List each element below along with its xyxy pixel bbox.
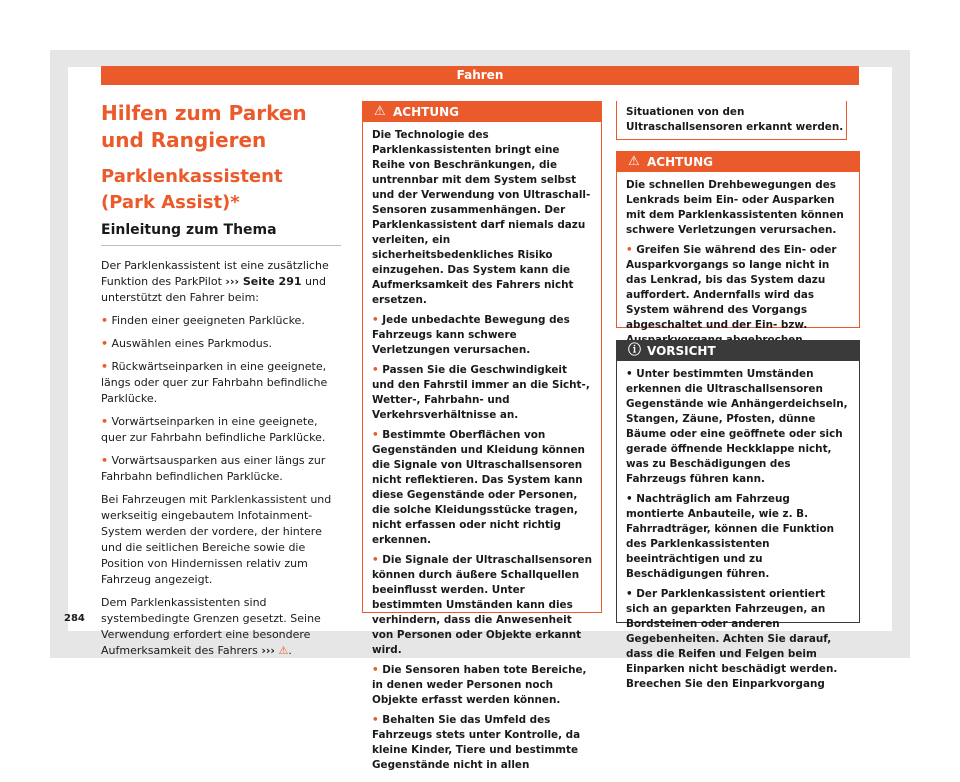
warning-heading: ACHTUNG bbox=[647, 155, 713, 169]
warning-header bbox=[617, 152, 859, 172]
intro-text-a: Der Parklenkassistent ist eine zusätzliche Funktion des ParkPilot bbox=[101, 259, 329, 288]
section-header: Fahren bbox=[101, 66, 859, 85]
bullet-icon: • bbox=[626, 368, 633, 380]
caution-heading: VORSICHT bbox=[647, 344, 716, 358]
list-item-text: Rückwärtseinparken in eine geeignete, längs oder quer zur Fahrbahn befindliche Parklücke. bbox=[101, 360, 328, 405]
list-item-text: Passen Sie die Geschwindigkeit und den Fahrstil immer an die Sicht-, Wetter-, Fahrbahn- und Verkehrsverhältnisse an. bbox=[372, 364, 590, 421]
bullet-icon: • bbox=[101, 415, 109, 428]
list-item bbox=[101, 414, 341, 446]
warning-box-2 bbox=[616, 151, 860, 331]
continuation-text: Situationen von den Ultraschallsensoren erkannt werden. bbox=[626, 106, 844, 133]
page-number: 284 bbox=[64, 613, 85, 624]
list-item bbox=[372, 713, 592, 773]
list-item-text: Der Parklenkassistent orientiert sich an geparkten Fahrzeugen, an Bordsteinen oder anderen Gegebenheiten. Achten Sie darauf, dass die Reifen und Felgen beim Einparken nicht beschädigt werden. Breechen Sie den Einparkvorgang bbox=[626, 588, 838, 690]
section-heading: Einleitung zum Thema bbox=[101, 222, 341, 246]
list-item bbox=[101, 453, 341, 485]
bullet-icon: • bbox=[101, 454, 109, 467]
paragraph-display: Bei Fahrzeugen mit Parklenkassistent und werkseitig eingebautem Infotainment-System werden der vordere, der hintere und die seitlichen Bereiche sowie die Position von Hindernissen relativ zum Fahrzeug angezeigt. bbox=[101, 493, 332, 586]
list-item bbox=[626, 492, 850, 582]
page-reference-link[interactable]: ››› Seite 291 bbox=[225, 275, 302, 288]
bullet-icon: • bbox=[101, 314, 109, 327]
list-item bbox=[372, 663, 592, 708]
bullet-icon: • bbox=[372, 554, 379, 566]
intro-text-b: und unterstützt den Fahrer beim: bbox=[101, 275, 326, 304]
warning-box-1 bbox=[362, 101, 602, 771]
list-item bbox=[372, 363, 592, 423]
warning-intro: Die schnellen Drehbewegungen des Lenkrads beim Ein- oder Ausparken mit dem Parklenkassistenten können schwere Verletzungen verursachen. bbox=[626, 179, 844, 236]
bullet-icon: • bbox=[626, 493, 633, 505]
bullet-icon: • bbox=[372, 364, 379, 376]
list-item-text: Vorwärtsausparken aus einer längs zur Fahrbahn befindlichen Parklücke. bbox=[101, 454, 326, 483]
list-item bbox=[372, 428, 592, 548]
warning-triangle-icon: ⚠ bbox=[628, 154, 640, 169]
list-item-text: Behalten Sie das Umfeld des Fahrzeugs stets unter Kontrolle, da kleine Kinder, Tiere und bestimmte Gegenstände nicht in allen bbox=[372, 714, 581, 771]
warning-intro: Die Technologie des Parklenkassistenten bringt eine Reihe von Beschränkungen, die untrennbar mit dem System selbst und der Verwendung von Ultraschall-Sensoren zusammenhängen. Der Parklenkassistent darf niemals dazu verleiten, ein sicherheitsbedenkliches Risiko einzugehen. Das System kann die Aufmerksamkeit des Fahrers nicht ersetzen. bbox=[372, 129, 591, 306]
info-circle-icon: ⓘ bbox=[628, 343, 642, 358]
list-item-text: Jede unbedachte Bewegung des Fahrzeugs kann schwere Verletzungen verursachen. bbox=[372, 314, 570, 356]
bullet-icon: • bbox=[101, 360, 109, 373]
bullet-icon: • bbox=[626, 244, 633, 256]
caution-box bbox=[616, 340, 860, 690]
bullet-icon: • bbox=[372, 714, 379, 726]
intro-paragraph bbox=[101, 258, 341, 306]
warning-triangle-icon: ⚠ bbox=[374, 104, 386, 119]
bullet-icon: • bbox=[372, 314, 379, 326]
list-item bbox=[626, 367, 850, 487]
warning-header bbox=[363, 102, 601, 122]
list-item bbox=[101, 313, 341, 329]
page-subtitle: Parklenkassistent (Park Assist)* bbox=[101, 166, 283, 213]
list-item-text: Vorwärtseinparken in eine geeignete, quer zur Fahrbahn befindliche Parklücke. bbox=[101, 415, 326, 444]
bullet-icon: • bbox=[372, 429, 379, 441]
reference-arrow[interactable]: ››› bbox=[261, 644, 275, 657]
limits-text-end: . bbox=[288, 644, 292, 657]
warning-continuation bbox=[616, 101, 847, 140]
bullet-icon: • bbox=[101, 337, 109, 350]
list-item bbox=[372, 553, 592, 658]
list-item-text: Greifen Sie während des Ein- oder Ausparkvorgangs so lange nicht in das Lenkrad, bis das System dazu auffordert. Andernfalls wird das System während des Vorgangs abgeschaltet und der Ein- bzw. bbox=[626, 244, 837, 331]
list-item bbox=[101, 336, 341, 352]
bullet-icon: • bbox=[372, 664, 379, 676]
list-item bbox=[626, 587, 850, 692]
list-item-text: Die Sensoren haben tote Bereiche, in denen weder Personen noch Objekte erfasst werden können. bbox=[372, 664, 587, 706]
list-item-text: Die Signale der Ultraschallsensoren können durch äußere Schallquellen beeinflusst werden. Unter bestimmten Umständen kann dies verhindern, dass die Anwesenheit von Personen oder Objekte erkannt wird. bbox=[372, 554, 592, 656]
list-item-text: Unter bestimmten Umständen erkennen die Ultraschallsensoren Gegenstände wie Anhängerdeichseln, Stangen, Zäune, Pfosten, dünne Bäume oder eine geöffnete oder sich gerade öffnende Heckklappe nicht, was zu Beschädigungen des Fahrzeugs führen kann. bbox=[626, 368, 848, 485]
list-item-text: Bestimmte Oberflächen von Gegenständen und Kleidung können die Signale von Ultraschallsensoren nicht reflektieren. Das System kann diese Gegenstände oder Personen, die solche Kleidungsstücke tragen, nicht erfassen oder nicht richtig erkennen. bbox=[372, 429, 585, 546]
bullet-icon: • bbox=[626, 588, 633, 600]
page-title: Hilfen zum Parken und Rangieren bbox=[101, 101, 307, 152]
limits-text: Dem Parklenkassistenten sind systembedingte Grenzen gesetzt. Seine Verwendung erfordert eine besondere Aufmerksamkeit des Fahrers bbox=[101, 596, 321, 657]
warning-heading: ACHTUNG bbox=[393, 105, 459, 119]
list-item-text: Nachträglich am Fahrzeug montierte Anbauteile, wie z. B. Fahrradträger, können die Funktion des Parklenkassistenten beeinträchtigen und zu Beschädigungen führen. bbox=[626, 493, 834, 580]
caution-header bbox=[617, 341, 859, 361]
list-item-text: Auswählen eines Parkmodus. bbox=[111, 337, 272, 350]
warning-triangle-icon: ⚠ bbox=[278, 644, 289, 657]
list-item bbox=[626, 243, 850, 348]
list-item bbox=[372, 313, 592, 358]
column-left bbox=[101, 100, 341, 666]
paragraph-limits bbox=[101, 595, 341, 659]
list-item-text: Finden einer geeigneten Parklücke. bbox=[111, 314, 305, 327]
list-item bbox=[101, 359, 341, 407]
